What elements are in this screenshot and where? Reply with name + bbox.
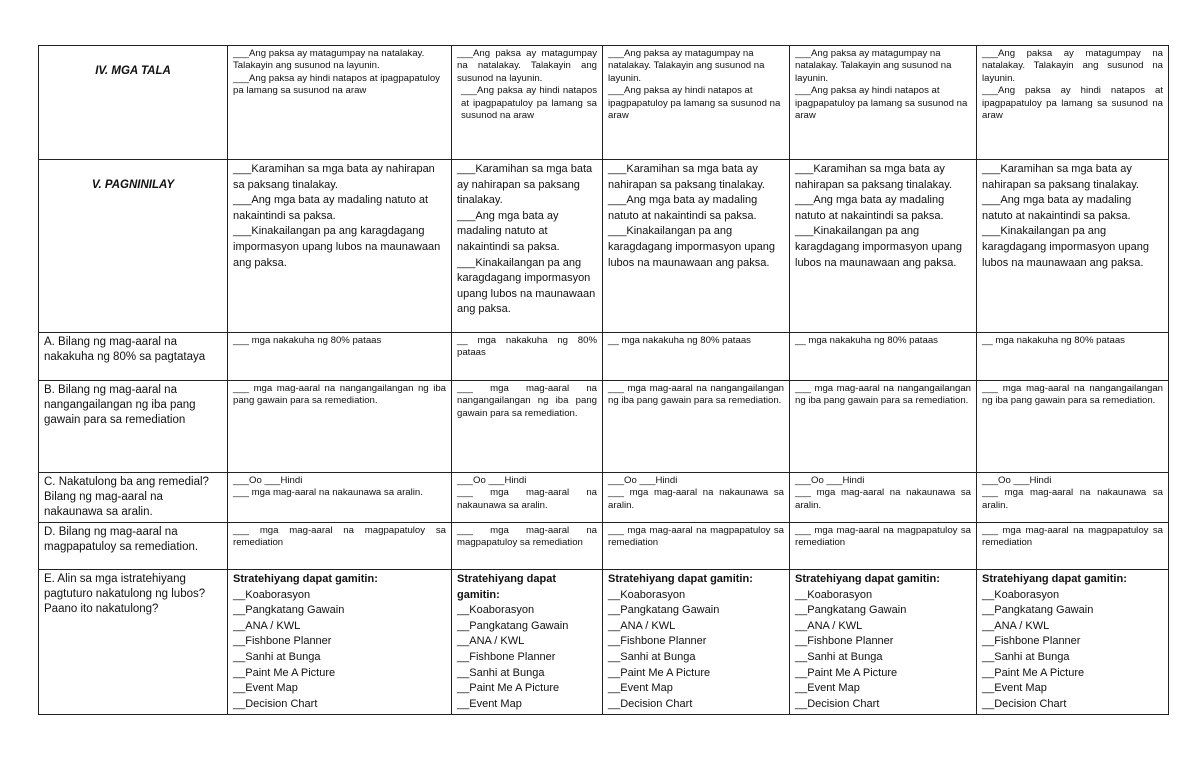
c-cell: ___Oo ___Hindi ___ mga mag-aaral na nakaunawa sa aralin. <box>790 473 977 523</box>
strategy-cell: Stratehiyang dapat gamitin: __Koaborasyon __Pangkatang Gawain __ANA / KWL __Fishbone Planner __Sanhi at Bunga __Paint Me A Picture __Event Map __Decision Chart <box>790 570 977 715</box>
pagninilay-cell: ___Karamihan sa mga bata ay nahirapan sa paksang tinalakay. ___Ang mga bata ay madaling natuto at nakaintindi sa paksa. ___Kinakailangan pa ang karagdagang impormasyon upang lubos na maunawaan ang paksa. <box>790 160 977 333</box>
a-cell: __ mga nakakuha ng 80% pataas <box>790 333 977 381</box>
pagninilay-cell: ___Karamihan sa mga bata ay nahirapan sa paksang tinalakay. ___Ang mga bata ay madaling natuto at nakaintindi sa paksa. ___Kinakailangan pa ang karagdagang impormasyon upang lubos na maunawaan ang paksa. <box>228 160 452 333</box>
d-cell: ___ mga mag-aaral na magpapatuloy sa remediation <box>603 523 790 570</box>
label-a: A. Bilang ng mag-aaral na nakakuha ng 80% sa pagtataya <box>39 333 228 381</box>
c-cell: ___Oo ___Hindi ___ mga mag-aaral na nakaunawa sa aralin. <box>603 473 790 523</box>
pagninilay-cell: ___Karamihan sa mga bata ay nahirapan sa paksang tinalakay. ___Ang mga bata ay madaling natuto at nakaintindi sa paksa. ___Kinakailangan pa ang karagdagang impormasyon upang lubos na maunawaan ang paksa. <box>977 160 1169 333</box>
tala-cell: ___Ang paksa ay matagumpay na natalakay. Talakayin ang susunod na layunin. ___Ang paksa ay hindi natapos at ipagpapatuloy pa lamang sa susunod na araw <box>977 46 1169 160</box>
strategy-title: Stratehiyang dapat gamitin: <box>795 573 940 585</box>
c-cell: ___Oo ___Hindi ___ mga mag-aaral na nakaunawa sa aralin. <box>228 473 452 523</box>
b-cell: ___ mga mag-aaral na nangangailangan ng iba pang gawain para sa remediation. <box>603 381 790 473</box>
row-b <box>39 381 1169 473</box>
b-cell: ___ mga mag-aaral na nangangailangan ng iba pang gawain para sa remediation. <box>228 381 452 473</box>
pagninilay-cell: ___Karamihan sa mga bata ay nahirapan sa paksang tinalakay. ___Ang mga bata ay madaling natuto at nakaintindi sa paksa. ___Kinakailangan pa ang karagdagang impormasyon upang lubos na maunawaan ang paksa. <box>603 160 790 333</box>
a-cell: __ mga nakakuha ng 80% pataas <box>977 333 1169 381</box>
strategy-title: Stratehiyang dapat gamitin: <box>233 573 378 585</box>
label-e: E. Alin sa mga istratehiyang pagtuturo nakatulong ng lubos? Paano ito nakatulong? <box>39 570 228 715</box>
tala-cell: ___Ang paksa ay matagumpay na natalakay. Talakayin ang susunod na layunin. ___Ang paksa ay hindi natapos at ipagpapatuloy pa lamang sa susunod na araw <box>452 46 603 160</box>
strategy-title: Stratehiyang dapat gamitin: <box>608 573 753 585</box>
label-mga-tala: IV. MGA TALA <box>39 46 228 160</box>
d-cell: ___ mga mag-aaral na magpapatuloy sa remediation <box>228 523 452 570</box>
row-d <box>39 523 1169 570</box>
row-c <box>39 473 1169 523</box>
label-c: C. Nakatulong ba ang remedial? Bilang ng mag-aaral na nakaunawa sa aralin. <box>39 473 228 523</box>
a-cell: ___ mga nakakuha ng 80% pataas <box>228 333 452 381</box>
d-cell: ___ mga mag-aaral na magpapatuloy sa remediation <box>452 523 603 570</box>
a-cell: __ mga nakakuha ng 80% pataas <box>603 333 790 381</box>
label-b: B. Bilang ng mag-aaral na nangangailangan ng iba pang gawain para sa remediation <box>39 381 228 473</box>
label-pagninilay: V. PAGNINILAY <box>39 160 228 333</box>
label-d: D. Bilang ng mag-aaral na magpapatuloy sa remediation. <box>39 523 228 570</box>
row-pagninilay <box>39 160 1169 333</box>
b-cell: ___ mga mag-aaral na nangangailangan ng iba pang gawain para sa remediation. <box>790 381 977 473</box>
d-cell: ___ mga mag-aaral na magpapatuloy sa remediation <box>977 523 1169 570</box>
strategy-title: Stratehiyang dapat gamitin: <box>457 573 557 601</box>
c-cell: ___Oo ___Hindi ___ mga mag-aaral na nakaunawa sa aralin. <box>977 473 1169 523</box>
strategy-cell: Stratehiyang dapat gamitin: __Koaborasyon __Pangkatang Gawain __ANA / KWL __Fishbone Planner __Sanhi at Bunga __Paint Me A Picture __Event Map __Decision Chart <box>228 570 452 715</box>
b-cell: ___ mga mag-aaral na nangangailangan ng iba pang gawain para sa remediation. <box>977 381 1169 473</box>
a-cell: __ mga nakakuha ng 80% pataas <box>452 333 603 381</box>
d-cell: ___ mga mag-aaral na magpapatuloy sa remediation <box>790 523 977 570</box>
b-cell: ___ mga mag-aaral na nangangailangan ng iba pang gawain para sa remediation. <box>452 381 603 473</box>
pagninilay-cell: ___Karamihan sa mga bata ay nahirapan sa paksang tinalakay. ___Ang mga bata ay madaling natuto at nakaintindi sa paksa. ___Kinakailangan pa ang karagdagang impormasyon upang lubos na maunawaan ang paksa. <box>452 160 603 333</box>
c-cell: ___Oo ___Hindi ___ mga mag-aaral na nakaunawa sa aralin. <box>452 473 603 523</box>
strategy-cell: Stratehiyang dapat gamitin: __Koaborasyon __Pangkatang Gawain __ANA / KWL __Fishbone Planner __Sanhi at Bunga __Paint Me A Picture __Event Map <box>452 570 603 715</box>
strategy-title: Stratehiyang dapat gamitin: <box>982 573 1127 585</box>
strategy-cell: Stratehiyang dapat gamitin: __Koaborasyon __Pangkatang Gawain __ANA / KWL __Fishbone Planner __Sanhi at Bunga __Paint Me A Picture __Event Map __Decision Chart <box>977 570 1169 715</box>
dll-reflection-table <box>38 45 1169 715</box>
row-e <box>39 570 1169 715</box>
row-a <box>39 333 1169 381</box>
row-mga-tala <box>39 46 1169 160</box>
tala-cell: ___Ang paksa ay matagumpay na natalakay. Talakayin ang susunod na layunin. ___Ang paksa ay hindi natapos at ipagpapatuloy pa lamang sa susunod na araw <box>603 46 790 160</box>
tala-cell: ___Ang paksa ay matagumpay na natalakay. Talakayin ang susunod na layunin. ___Ang paksa ay hindi natapos at ipagpapatuloy pa lamang sa susunod na araw <box>790 46 977 160</box>
tala-cell: ___Ang paksa ay matagumpay na natalakay. Talakayin ang susunod na layunin. ___Ang paksa ay hindi natapos at ipagpapatuloy pa lamang sa susunod na araw <box>228 46 452 160</box>
strategy-cell: Stratehiyang dapat gamitin: __Koaborasyon __Pangkatang Gawain __ANA / KWL __Fishbone Planner __Sanhi at Bunga __Paint Me A Picture __Event Map __Decision Chart <box>603 570 790 715</box>
